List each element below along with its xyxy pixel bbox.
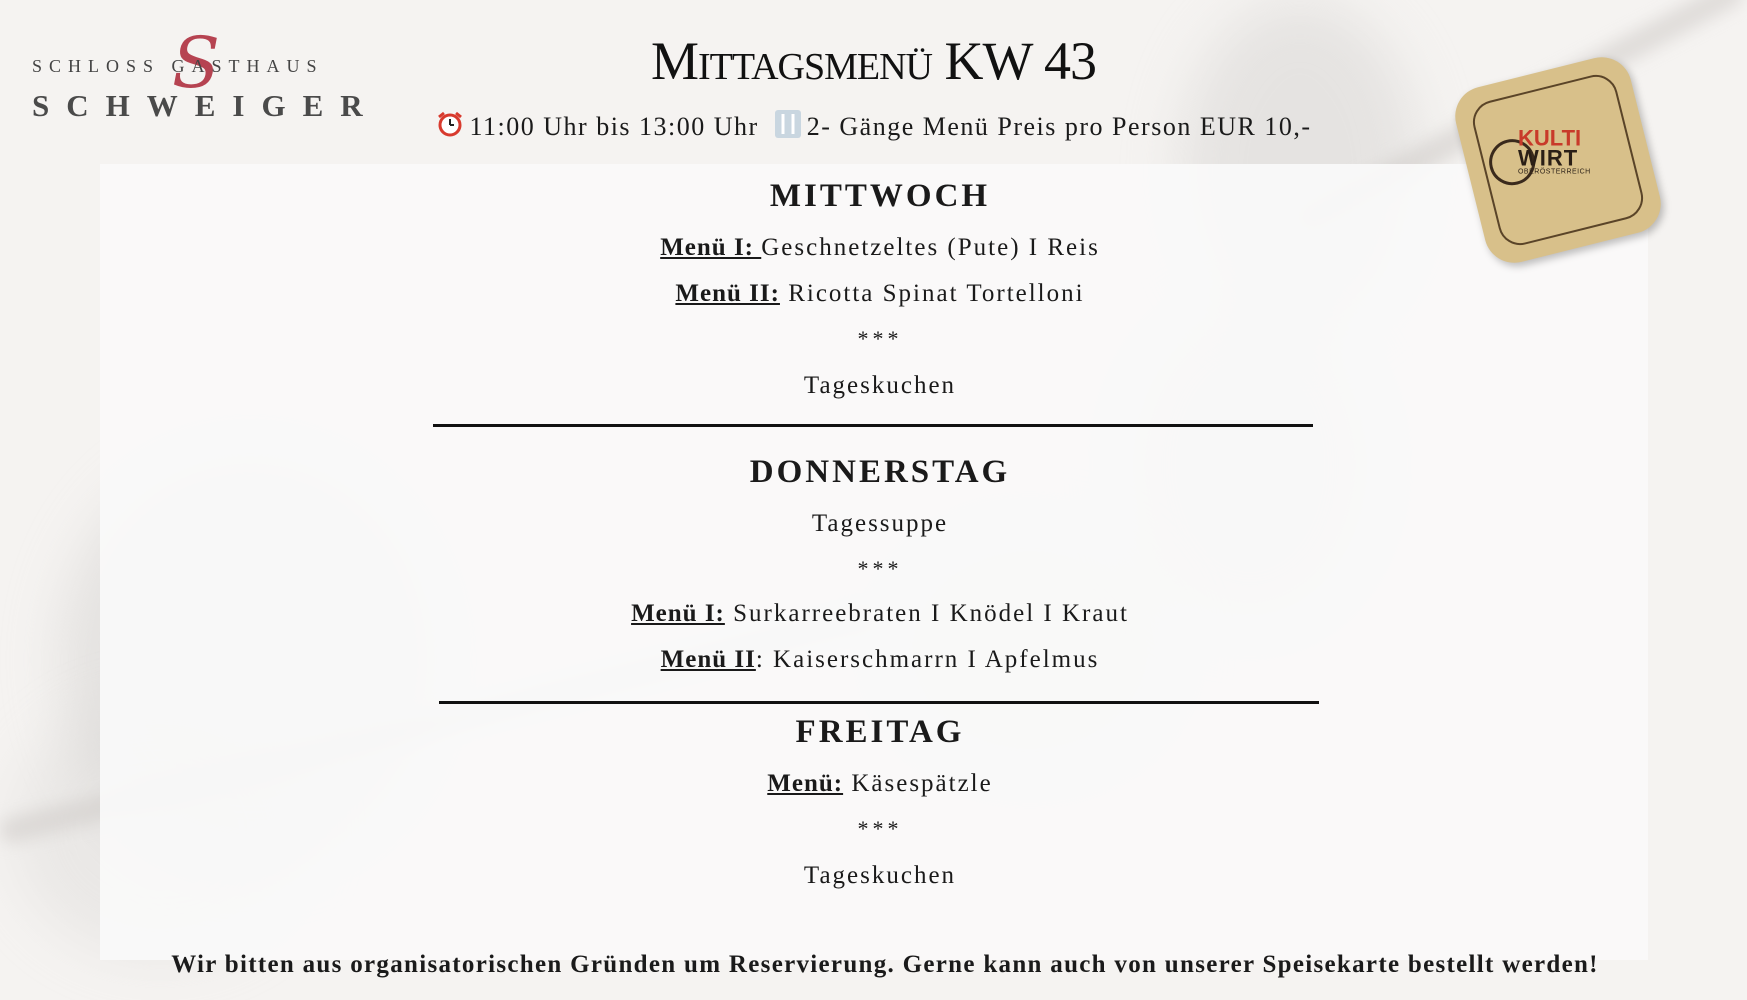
badge-region: OBERÖSTERREICH	[1517, 168, 1591, 176]
day-title-freitag: FREITAG	[795, 714, 965, 750]
menu-dish: Käsespätzle	[843, 770, 993, 797]
menu-item-freitag	[0, 770, 1747, 798]
dessert-mittwoch: Tageskuchen	[803, 372, 957, 399]
badge-kulti: KULTI	[1517, 125, 1582, 151]
course-separator: ***	[857, 326, 903, 351]
logo-script-initial: S	[172, 22, 220, 104]
menu-item-donnerstag-1	[0, 600, 1747, 628]
fork-knife-icon	[775, 110, 801, 145]
soup-donnerstag: Tagessuppe	[811, 510, 949, 537]
menu-item-mittwoch-2	[0, 280, 1747, 308]
day-title-donnerstag: DONNERSTAG	[749, 454, 1011, 490]
badge-wirt: WIRT	[1517, 145, 1579, 171]
menu-label: Menü I:	[631, 600, 725, 627]
menu-label: Menü:	[767, 770, 844, 797]
menu-dish: : Kaiserschmarrn I Apfelmus	[755, 646, 1100, 673]
course-separator: ***	[857, 816, 903, 841]
menu-label: Menü I:	[660, 234, 762, 261]
menu-item-donnerstag-2	[0, 646, 1747, 674]
alarm-clock-icon	[436, 110, 464, 145]
menu-item-mittwoch-1	[0, 234, 1747, 262]
logo-line-1: SCHLOSS GASTHAUS	[32, 56, 324, 76]
section-divider	[433, 424, 1313, 427]
course-separator: ***	[857, 556, 903, 581]
menu-label: Menü II	[660, 646, 756, 673]
menu-dish: Geschnetzeltes (Pute) I Reis	[761, 234, 1100, 261]
price-info: 2- Gänge Menü Preis pro Person EUR 10,-	[806, 112, 1312, 141]
page-title: Mittagsmenü KW 43	[651, 31, 1096, 91]
menu-dish: Surkarreebraten I Knödel I Kraut	[724, 600, 1129, 627]
dessert-freitag: Tageskuchen	[803, 862, 957, 889]
service-time: 11:00 Uhr bis 13:00 Uhr	[469, 112, 759, 141]
logo-line-2: SCHWEIGER	[32, 88, 380, 123]
menu-label: Menü II:	[675, 280, 780, 307]
day-title-mittwoch: MITTWOCH	[769, 178, 991, 214]
reservation-note: Wir bitten aus organisatorischen Gründen um Reservierung. Gerne kann auch von unserer Speisekarte bestellt werden!	[171, 951, 1599, 978]
badge-text	[1517, 125, 1591, 176]
section-divider	[439, 701, 1319, 704]
menu-dish: Ricotta Spinat Tortelloni	[779, 280, 1085, 307]
